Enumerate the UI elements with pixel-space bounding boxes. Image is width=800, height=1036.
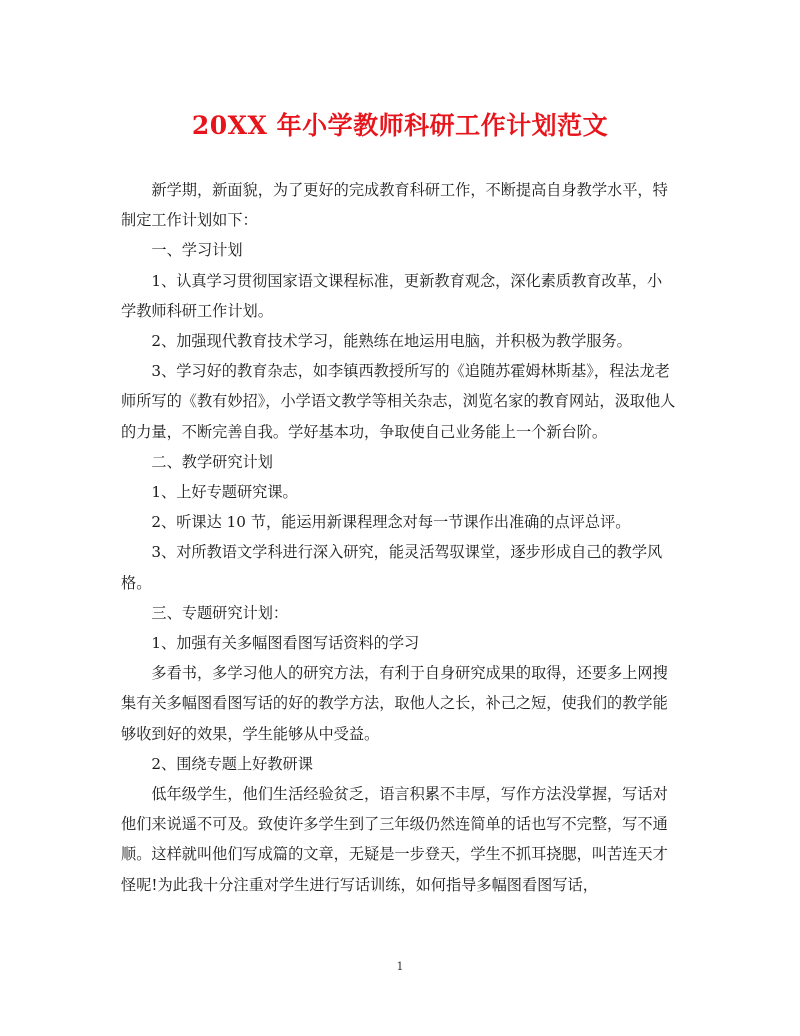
- paragraph-study-2: 2、加强现代教育技术学习，能熟练在地运用电脑，并积极为教学服务。: [151, 332, 632, 351]
- heading-teaching-research: 二、教学研究计划: [151, 452, 273, 471]
- paragraph-topic-2-heading: 2、围绕专题上好教研课: [151, 754, 313, 773]
- heading-study-plan: 一、学习计划: [151, 241, 243, 260]
- paragraph-topic-1-heading: 1、加强有关多幅图看图写话资料的学习: [151, 634, 420, 653]
- paragraph-topic-2-body: 低年级学生，他们生活经验贫乏，语言积累不丰厚，写作方法没掌握，写话对他们来说遥不可及。致使许多学生到了三年级仍然连简单的话也写不完整，写不通顺。这样就叫他们写成篇的文章，无疑是一步登天，学生不抓耳挠腮，叫苦连天才怪呢!为此我十分注重对学生进行写话训练，如何指导多幅图看图写话，: [121, 785, 668, 894]
- document-title: 20XX 年小学教师科研工作计划范文: [191, 111, 609, 140]
- page-number: 1: [396, 960, 404, 973]
- heading-topic-research: 三、专题研究计划：: [151, 603, 289, 622]
- document-body: [121, 175, 677, 900]
- paragraph-topic-1-body: 多看书，多学习他人的研究方法，有利于自身研究成果的取得，还要多上网搜集有关多幅图看图写话的好的教学方法，取他人之长，补己之短，使我们的教学能够收到好的效果，学生能够从中受益。: [121, 664, 668, 743]
- paragraph-intro: 新学期，新面貌，为了更好的完成教育科研工作，不断提高自身教学水平，特制定工作计划如下：: [121, 181, 668, 230]
- paragraph-study-1: 1、认真学习贯彻国家语文课程标准，更新教育观念，深化素质教育改革，小学教师科研工作计划。: [121, 271, 663, 320]
- paragraph-research-3: 3、对所教语文学科进行深入研究，能灵活驾驭课堂，逐步形成自己的教学风格。: [121, 543, 663, 592]
- paragraph-research-1: 1、上好专题研究课。: [151, 483, 298, 502]
- paragraph-study-3: 3、学习好的教育杂志，如李镇西教授所写的《追随苏霍姆林斯基》，程法龙老师所写的《教有妙招》，小学语文教学等相关杂志，浏览名家的教育网站，汲取他人的力量，不断完善自我。学好基本功，争取使自己业务能上一个新台阶。: [121, 362, 676, 441]
- paragraph-research-2: 2、听课达 10 节，能运用新课程理念对每一节课作出准确的点评总评。: [151, 513, 631, 532]
